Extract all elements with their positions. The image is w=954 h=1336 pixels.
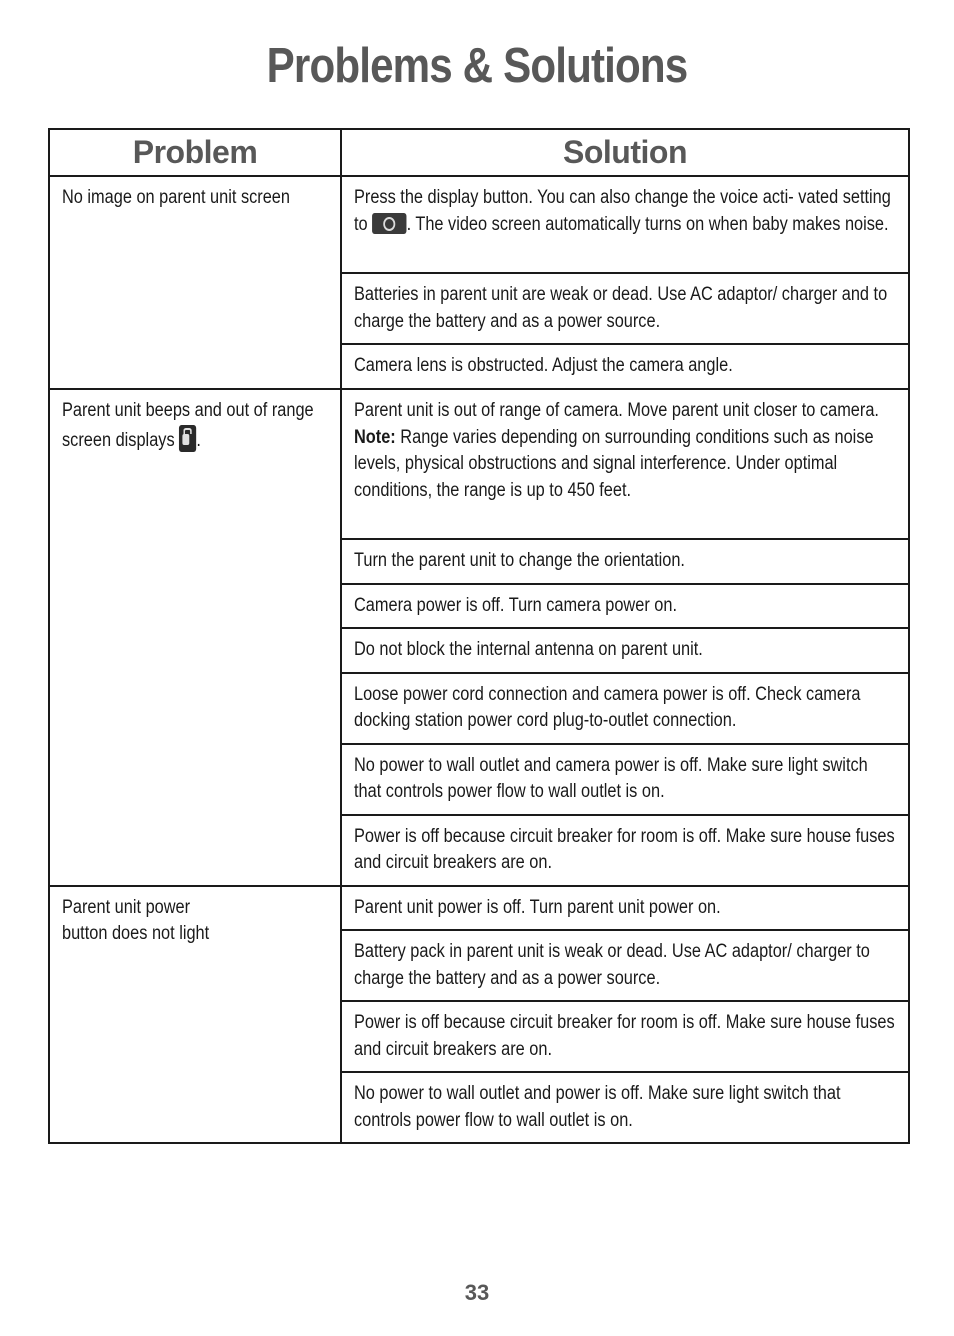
solution-text-part: Parent unit is out of range of camera. Move parent unit closer to camera. [354,400,879,421]
table-header-row [49,129,909,176]
solution-text: No power to wall outlet and camera power is off. Make sure light switch that controls power flow to wall outlet is on. [354,754,868,802]
solution-text: Parent unit power is off. Turn parent unit power on. [354,896,721,918]
solution-cell [341,1072,909,1143]
problem-text: No image on parent unit screen [62,187,290,208]
solution-cell [341,584,909,629]
solution-cell [341,744,909,815]
solution-cell [341,673,909,744]
table-row [49,886,909,931]
solution-cell [341,886,909,931]
solution-text: Camera power is off. Turn camera power on. [354,594,678,616]
out-of-range-icon [179,425,196,452]
problem-text-part: . [196,429,201,451]
solution-text-part: Press the display button. You can also change the voice acti- vated setting to [354,187,891,235]
problem-cell [49,176,341,389]
column-header-solution: Solution [341,129,909,176]
solution-text: Do not block the internal antenna on parent unit. [354,639,703,660]
problem-cell [49,886,341,1144]
problems-solutions-table [48,128,910,1144]
solution-cell [341,389,909,539]
solution-cell [341,273,909,344]
solution-text: No power to wall outlet and power is off. Make sure light switch that controls power flow to wall outlet is on. [354,1083,841,1131]
note-label: Note: [354,426,396,448]
table-row [49,176,909,273]
voice-activated-icon [372,213,406,234]
solution-text: Loose power cord connection and camera power is off. Check camera docking station power cord plug-to-outlet connection. [354,683,861,731]
solution-text: Power is off because circuit breaker for room is off. Make sure house fuses and circuit breakers are on. [354,1012,895,1060]
problem-cell [49,389,341,886]
solution-cell [341,539,909,584]
solution-text [354,398,895,504]
table-row [49,389,909,539]
column-header-problem: Problem [49,129,341,176]
solution-cell [341,930,909,1001]
solution-text: Turn the parent unit to change the orientation. [354,550,685,571]
problem-text [62,398,327,454]
problem-text-part: Parent unit beeps and out of range screen displays [62,400,314,451]
solution-cell [341,344,909,389]
solution-text: Power is off because circuit breaker for room is off. Make sure house fuses and circuit breakers are on. [354,825,895,873]
solution-text: Batteries in parent unit are weak or dead. Use AC adaptor/ charger and to charge the battery and as a power source. [354,284,888,332]
solution-text [354,185,895,238]
solution-text-part: . The video screen automatically turns on when baby makes noise. [406,213,889,235]
problem-text: Parent unit power button does not light [62,896,210,944]
solution-text: Camera lens is obstructed. Adjust the camera angle. [354,355,733,376]
solution-cell [341,815,909,886]
solution-cell [341,1001,909,1072]
solution-text: Battery pack in parent unit is weak or dead. Use AC adaptor/ charger to charge the battery and as a power source. [354,941,870,989]
solution-cell [341,176,909,273]
solution-cell [341,628,909,673]
note-text: Range varies depending on surrounding conditions such as noise levels, physical obstructions and signal interference. Under optimal conditions, the range is up to 450 feet. [354,426,874,501]
page-number: 33 [464,1280,490,1305]
page-title: Problems & Solutions [266,39,688,93]
